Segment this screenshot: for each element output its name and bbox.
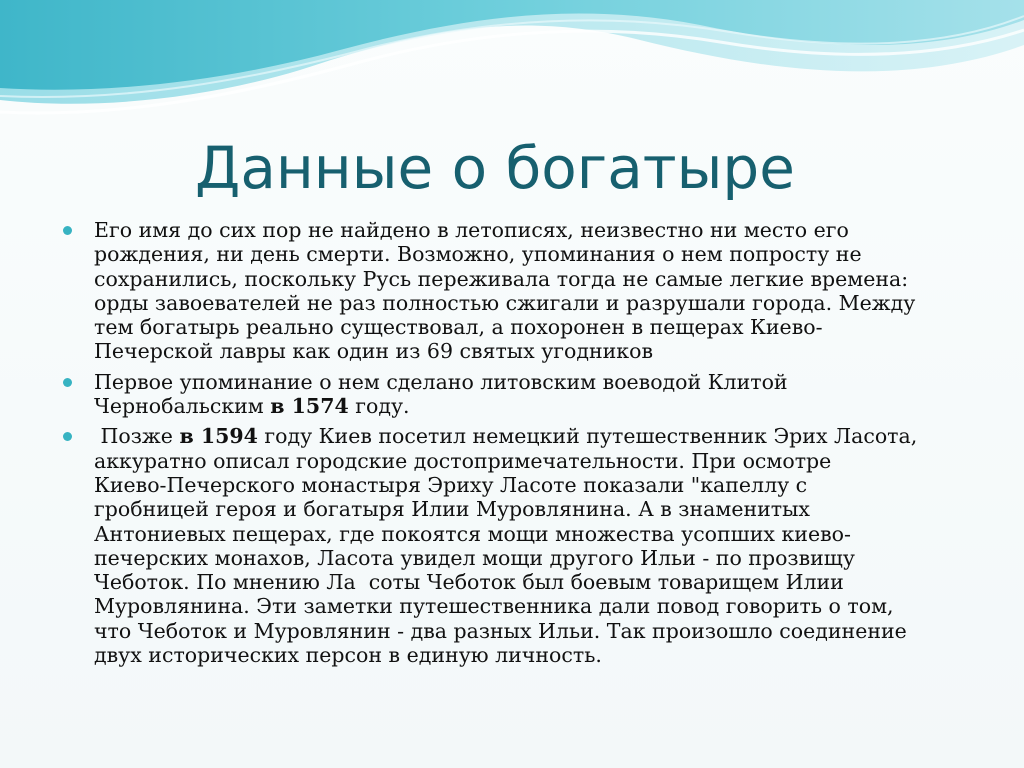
- bullet-3-text: году Киев посетил немецкий путешественник Эрих Ласота,: [257, 424, 918, 449]
- bullet-3-line: Муровлянина. Эти заметки путешественника дали повод говорить о том,: [94, 594, 894, 619]
- bullet-3-line: Чеботок. По мнению Ла соты Чеботок был боевым товарищем Илии: [94, 570, 844, 595]
- bullet-1-line: сохранились, поскольку Русь переживала тогда не самые легкие времена:: [94, 266, 909, 291]
- bullet-2-text: Чернобальским: [94, 394, 271, 419]
- bullet-list: [62, 218, 982, 673]
- bullet-1-line: тем богатырь реально существовал, а похоронен в пещерах Киево-: [94, 315, 823, 340]
- bullet-item-1: [62, 218, 982, 364]
- bullet-3-line: что Чеботок и Муровлянин - два разных Ильи. Так произошло соединение: [94, 618, 907, 643]
- bullet-dot-icon: [63, 226, 72, 235]
- bullet-3-year: в 1594: [179, 424, 258, 449]
- bullet-3-line: двух исторических персон в единую личность.: [94, 643, 602, 668]
- bullet-item-3: [62, 424, 982, 667]
- bullet-3-line: гробницей героя и богатыря Илии Муровлянина. А в знаменитых: [94, 497, 810, 522]
- bullet-3-line: печерских монахов, Ласота увидел мощи другого Ильи - по прозвищу: [94, 545, 855, 570]
- bullet-item-2: [62, 370, 982, 419]
- bullet-2-year: в 1574: [270, 394, 349, 419]
- wave-decoration: [0, 0, 1024, 120]
- bullet-1-line: рождения, ни день смерти. Возможно, упоминания о нем попросту не: [94, 242, 862, 267]
- bullet-1-line: орды завоевателей не раз полностью сжигали и разрушали города. Между: [94, 290, 916, 315]
- bullet-3-line: аккуратно описал городские достопримечательности. При осмотре: [94, 448, 832, 473]
- bullet-dot-icon: [63, 378, 72, 387]
- bullet-2-line: Первое упоминание о нем сделано литовским воеводой Клитой: [94, 369, 788, 394]
- bullet-2-text: году.: [348, 394, 410, 419]
- slide-title: Данные о богатыре: [195, 134, 795, 202]
- bullet-1-line: Его имя до сих пор не найдено в летописях, неизвестно ни место его: [94, 218, 849, 242]
- wave-front: [0, 0, 1024, 90]
- bullet-dot-icon: [63, 432, 72, 441]
- bullet-3-text: Позже: [94, 424, 180, 449]
- bullet-2-line: [94, 394, 982, 418]
- bullet-3-line: Киево-Печерского монастыря Эриху Ласоте показали "капеллу с: [94, 472, 808, 497]
- bullet-3-line: Антониевых пещерах, где покоятся мощи множества усопших киево-: [94, 521, 851, 546]
- bullet-3-line: [94, 424, 982, 448]
- bullet-1-line: Печерской лавры как один из 69 святых угодников: [94, 339, 653, 364]
